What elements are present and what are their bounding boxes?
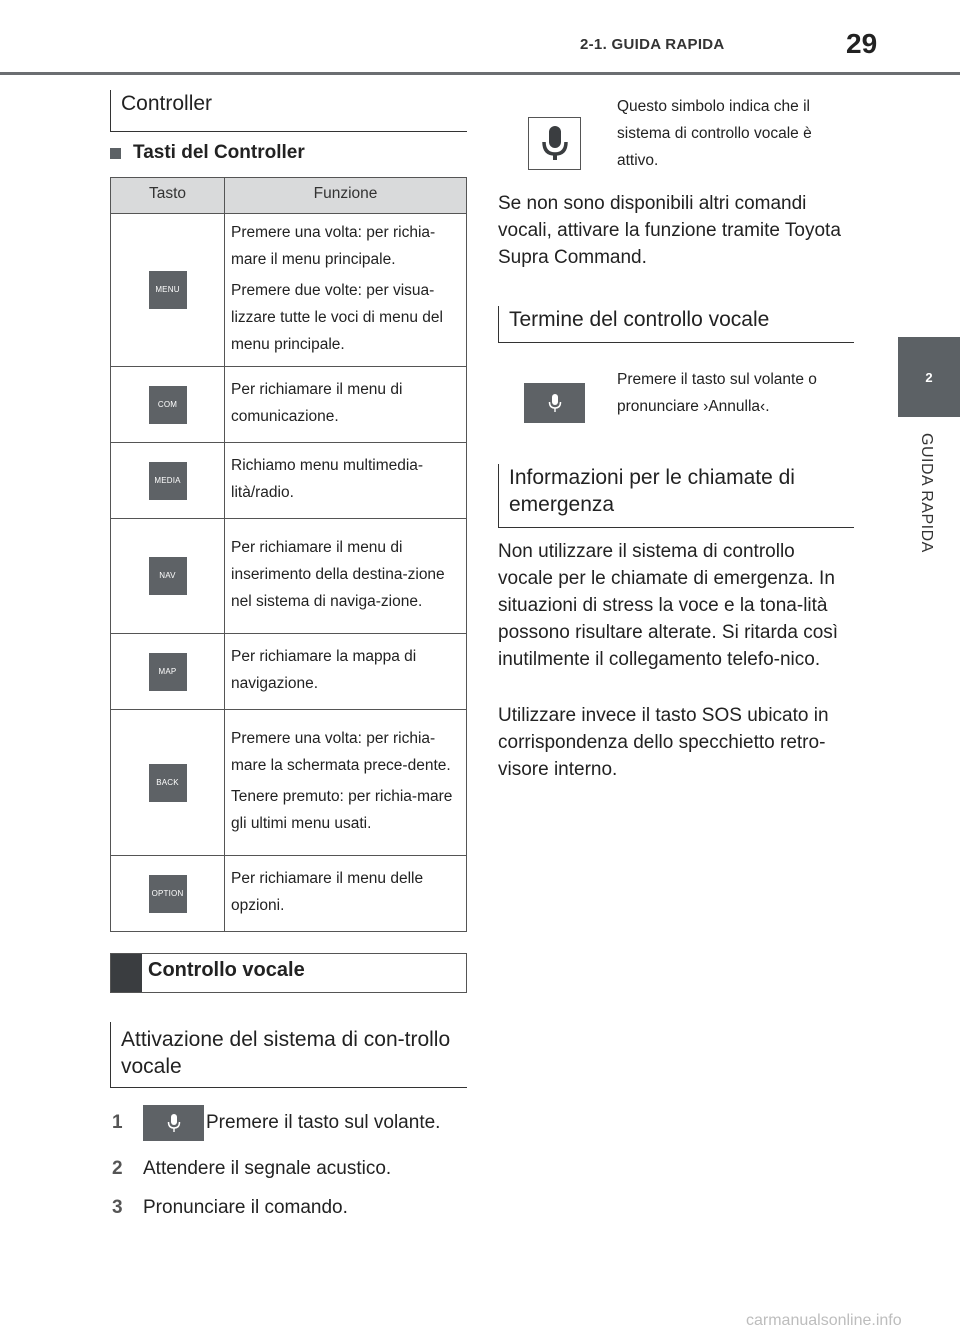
back-key-icon: BACK [149, 764, 187, 802]
microphone-button-icon [143, 1105, 204, 1141]
step-1 [112, 1105, 440, 1141]
voice-active-note: Questo simbolo indica che il sistema di controllo vocale è attivo. [617, 98, 812, 169]
step-2 [112, 1158, 391, 1180]
media-key-icon: MEDIA [149, 462, 187, 500]
voice-control-heading [110, 953, 467, 993]
map-key-icon: MAP [149, 653, 187, 691]
controller-subheading-text: Tasti del Controller [133, 142, 305, 163]
function-text: Richiamo menu multimedia-lità/radio. [231, 457, 424, 501]
end-voice-note: Premere il tasto sul volante o pronunciare ›Annulla‹. [617, 371, 817, 415]
header-rule [0, 72, 960, 75]
com-key-icon: COM [149, 386, 187, 424]
table-header-function: Funzione [225, 178, 467, 214]
table-row [111, 710, 467, 856]
table-row [111, 856, 467, 932]
voice-active-symbol [528, 117, 581, 170]
controller-heading: Controller [110, 90, 467, 132]
activation-heading: Attivazione del sistema di con-trollo vocale [110, 1022, 467, 1088]
microphone-icon [548, 394, 562, 412]
controller-subheading [110, 142, 305, 164]
running-header: 2-1. GUIDA RAPIDA [580, 36, 725, 53]
option-key-icon: OPTION [149, 875, 187, 913]
table-row [111, 443, 467, 519]
function-text: Per richiamare la mappa di navigazione. [231, 648, 417, 692]
emergency-heading: Informazioni per le chiamate di emergenza [498, 464, 854, 528]
table-row [111, 214, 467, 367]
table-row [111, 634, 467, 710]
table-row [111, 519, 467, 634]
voice-control-heading-text: Controllo vocale [148, 959, 305, 981]
microphone-button-icon [524, 383, 585, 423]
microphone-icon [541, 126, 569, 162]
function-text: Tenere premuto: per richia-mare gli ultimi menu usati. [231, 788, 453, 832]
watermark: carmanualsonline.info [746, 1312, 902, 1329]
heading-bar-block [111, 954, 142, 992]
end-voice-heading: Termine del controllo vocale [498, 306, 854, 343]
function-text: Premere una volta: per richia-mare il menu principale. [231, 224, 436, 268]
function-text: Per richiamare il menu delle opzioni. [231, 870, 424, 914]
step-text: Premere il tasto sul volante. [206, 1112, 441, 1133]
chapter-label: GUIDA RAPIDA [918, 433, 935, 553]
table-header-key: Tasto [111, 178, 225, 214]
function-text: Per richiamare il menu di comunicazione. [231, 381, 403, 425]
function-text: Premere due volte: per visua-lizzare tutte le voci di menu del menu principale. [231, 282, 443, 353]
menu-key-icon: MENU [149, 271, 187, 309]
square-bullet-icon [110, 148, 121, 159]
controller-keys-table [110, 177, 467, 932]
table-row [111, 367, 467, 443]
page-number: 29 [846, 28, 878, 59]
function-text: Premere una volta: per richia-mare la schermata prece-dente. [231, 730, 451, 774]
step-3 [112, 1197, 348, 1219]
function-text: Per richiamare il menu di inserimento della destina-zione nel sistema di naviga-zione. [231, 539, 445, 610]
step-number: 3 [112, 1197, 123, 1218]
step-number: 1 [112, 1112, 123, 1133]
step-text: Attendere il segnale acustico. [143, 1158, 392, 1179]
nav-key-icon: NAV [149, 557, 187, 595]
fallback-paragraph: Se non sono disponibili altri comandi vocali, attivare la funzione tramite Toyota Supra Command. [498, 193, 841, 268]
chapter-tab[interactable]: 2 [898, 337, 960, 417]
step-number: 2 [112, 1158, 123, 1179]
microphone-icon [167, 1114, 181, 1132]
emergency-paragraph-1: Non utilizzare il sistema di controllo vocale per le chiamate di emergenza. In situazioni di stress la voce e la tona-lità possono risultare alterate. Si ritarda così inutilmente il collegamento telefo-nico. [498, 541, 839, 670]
emergency-paragraph-2: Utilizzare invece il tasto SOS ubicato in corrispondenza dello specchietto retro-visore interno. [498, 705, 829, 780]
step-text: Pronunciare il comando. [143, 1197, 348, 1218]
